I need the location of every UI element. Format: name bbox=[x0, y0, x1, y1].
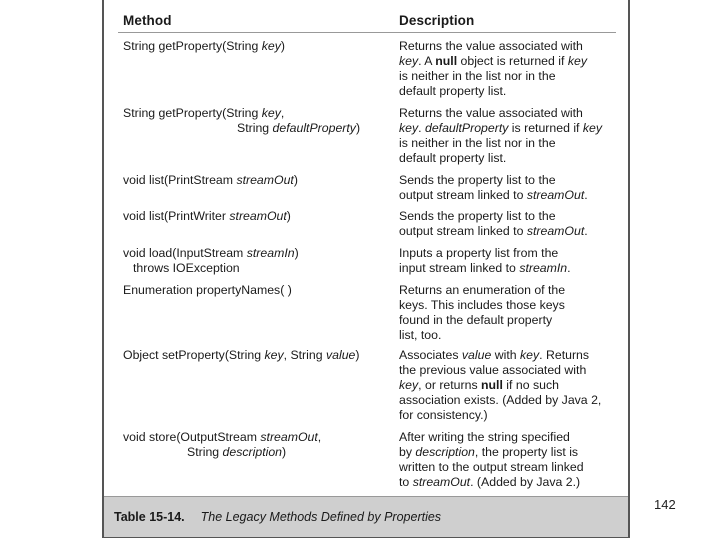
description-cell: Sends the property list to the output stream linked to streamOut. bbox=[399, 173, 588, 202]
scanned-table-page bbox=[102, 0, 630, 538]
description-cell: Returns an enumeration of the keys. This includes those keys found in the default property list, too. bbox=[399, 283, 566, 342]
method-cell bbox=[123, 39, 391, 54]
description-cell: Sends the property list to the output stream linked to streamOut. bbox=[399, 209, 588, 238]
method-cell: void list(PrintStream streamOut) bbox=[123, 173, 298, 187]
method-cell: String getProperty(String key, String defaultProperty) bbox=[123, 106, 361, 135]
method-cell: void load(InputStream streamIn) throws IOException bbox=[123, 246, 299, 275]
method-cell: void list(PrintWriter streamOut) bbox=[123, 209, 291, 223]
caption-title: The Legacy Methods Defined by Properties bbox=[200, 510, 442, 524]
method-column-header: Method bbox=[123, 13, 172, 28]
description-cell: Associates value with key. Returns the previous value associated with key, or returns null if no such association exists. (Added by Java 2, for consistency.) bbox=[399, 348, 602, 422]
caption-number: Table 15-14. bbox=[114, 510, 185, 524]
description-column-header: Description bbox=[399, 13, 475, 28]
description-cell: Returns the value associated with key. defaultProperty is returned if key is neither in the list nor in the default property list. bbox=[399, 106, 603, 165]
method-cell: Enumeration propertyNames( ) bbox=[123, 283, 292, 297]
slide-number: 142 bbox=[654, 497, 676, 512]
method-cell: void store(OutputStream streamOut, String description) bbox=[123, 430, 322, 459]
description-cell: Returns the value associated with key. A null object is returned if key is neither in the list nor in the default property list. bbox=[399, 39, 587, 98]
method-cell: Object setProperty(String key, String value) bbox=[123, 348, 360, 362]
table-caption bbox=[114, 510, 441, 524]
description-cell: Inputs a property list from the input stream linked to streamIn. bbox=[399, 246, 571, 275]
header-divider bbox=[118, 32, 616, 33]
method-line: String getProperty(String key) bbox=[123, 39, 285, 53]
description-cell: After writing the string specified by description, the property list is written to the output stream linked to streamOut. (Added by Java 2.) bbox=[399, 430, 584, 489]
table-caption-bar bbox=[104, 496, 628, 537]
